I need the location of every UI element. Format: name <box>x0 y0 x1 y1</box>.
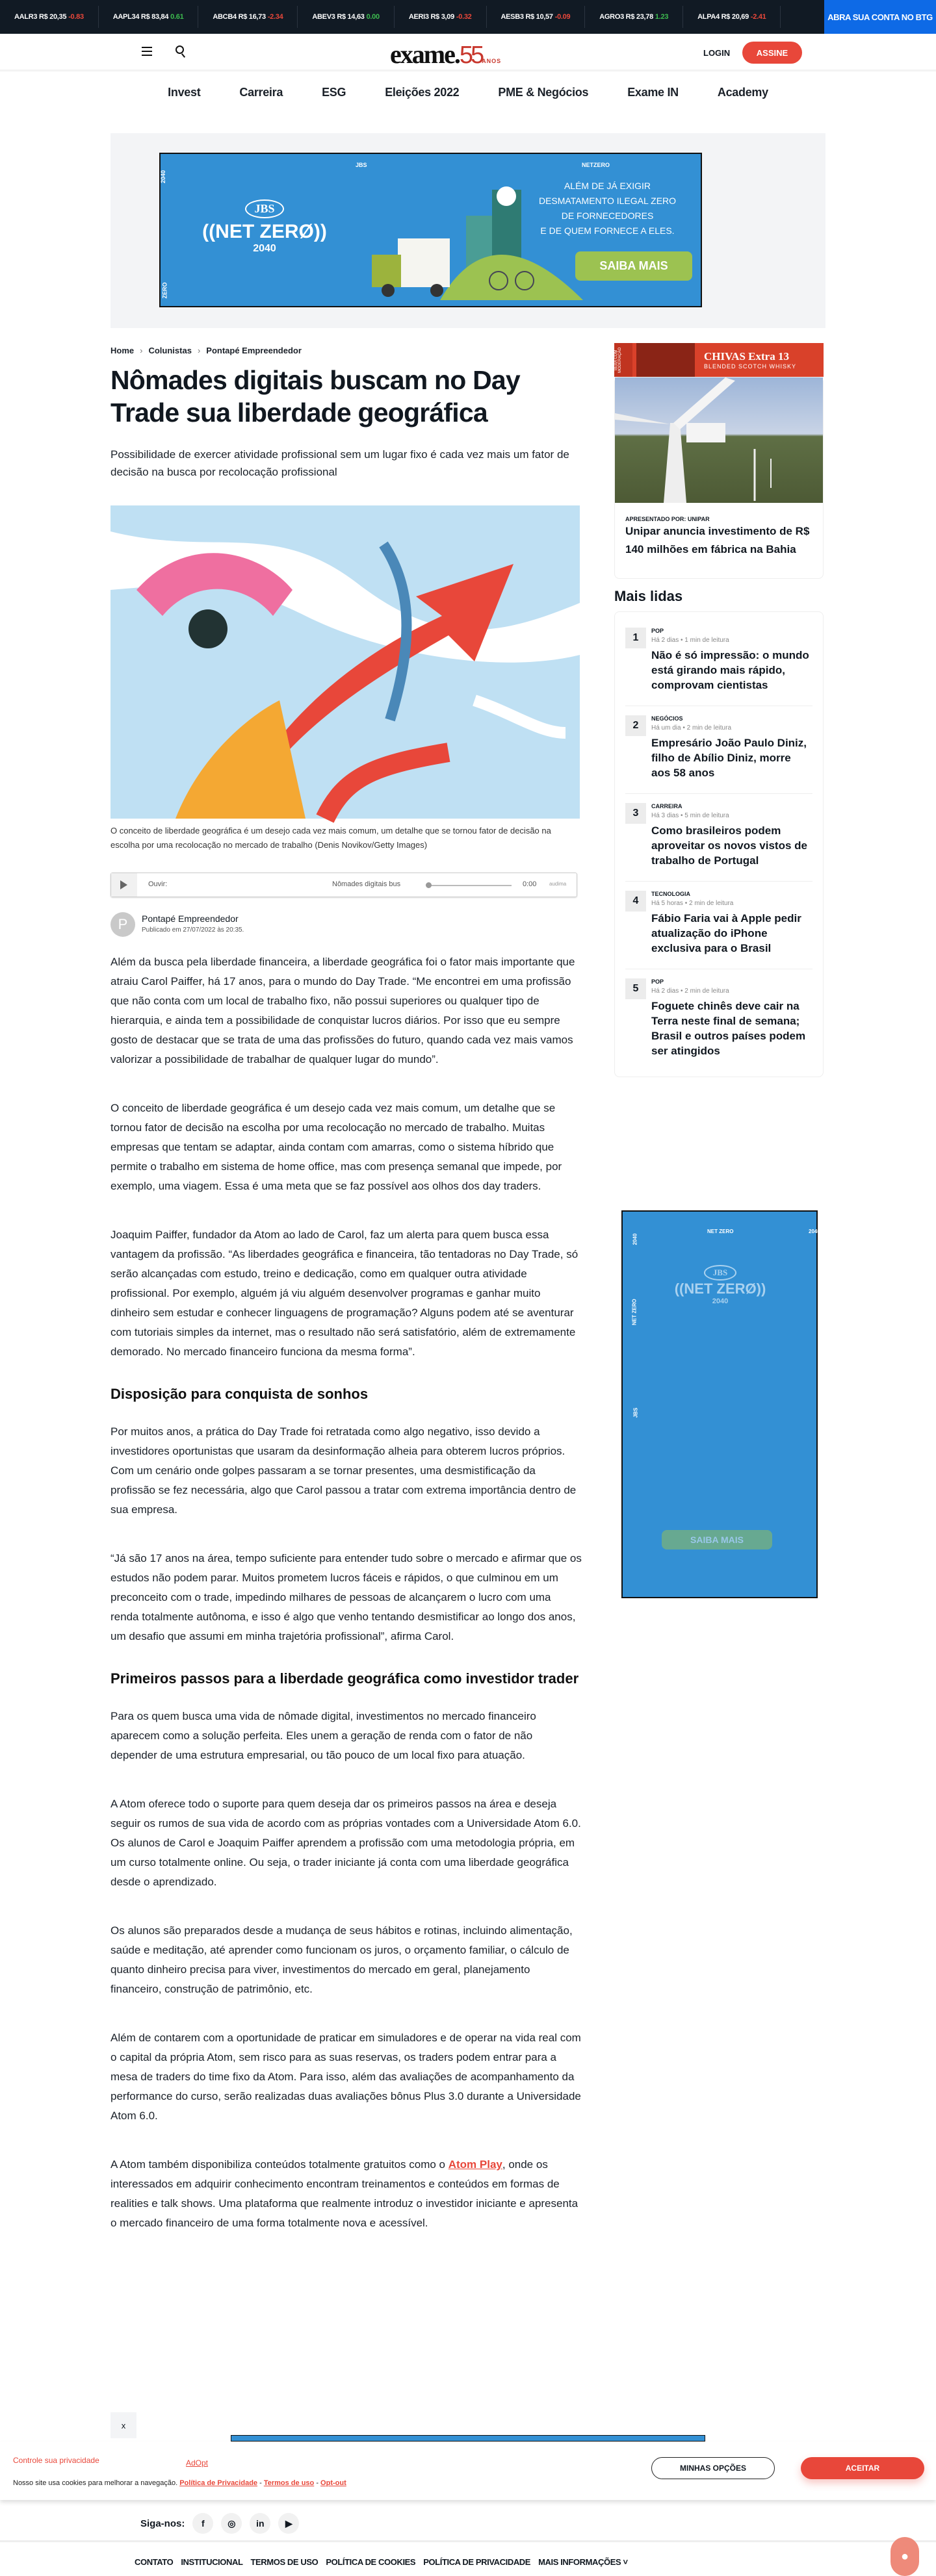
chivas-ad-brand: CHIVAS Extra 13 <box>704 350 789 363</box>
footer-link[interactable]: MAIS INFORMAÇÕES ˅ <box>538 2557 628 2567</box>
item-meta: Há 2 dias • 2 min de leitura <box>651 988 729 995</box>
ad-side-label: 2040 <box>160 170 167 184</box>
rank-number: 3 <box>625 803 646 824</box>
chivas-ad-tagline: BLENDED SCOTCH WHISKY <box>704 363 797 370</box>
sponsored-card[interactable] <box>614 377 824 579</box>
youtube-icon[interactable]: ▶ <box>278 2513 299 2534</box>
paragraph: Joaquim Paiffer, fundador da Atom ao lado de Carol, faz um alerta para quem busca essa vantagem da profissão. “As liberdades geográfica e financeira, tão tentadoras no Day Trade, só serão alcançadas com estudo, treino e dedicação, como em qualquer outra atividade profissional. Por exemplo, alguém já viu alguém desenvolver programas e ganhar muito dinheiro sem estudar e conhecer linguagens de programação? Alguns podem até se aventurar com tutoriais simples da internet, mas o resultado não será satisfatório, além de extremamente demorado. No mercado financeiro funciona da mesma forma”. <box>110 1229 578 1358</box>
progress-handle[interactable] <box>426 882 432 888</box>
ad-brand-label: JBS <box>356 162 367 168</box>
chevron-right-icon: › <box>140 346 143 355</box>
ad-message-line: ALÉM DE JÁ EXIGIR <box>564 181 651 191</box>
ticker-item[interactable] <box>585 6 683 28</box>
most-read-list <box>614 611 824 1077</box>
audio-player <box>110 873 577 897</box>
ticker-symbol: ABEV3 <box>312 13 335 21</box>
most-read-item[interactable] <box>625 882 812 969</box>
netzero-year: 2040 <box>712 1297 729 1305</box>
jbs-banner-ad[interactable] <box>159 153 702 307</box>
cookie-settings-icon[interactable]: ● <box>890 2537 919 2576</box>
ad-cta-button[interactable]: SAIBA MAIS <box>575 251 692 281</box>
ad-netzero-label: NETZERO <box>582 162 610 168</box>
ticker-symbol: AESB3 <box>500 13 524 21</box>
sponsored-label: APRESENTADO POR: UNIPAR <box>625 516 710 522</box>
rank-number: 2 <box>625 715 646 736</box>
ticker-item[interactable] <box>198 6 298 28</box>
side-ad-label: 2040 <box>632 1233 638 1245</box>
cookie-options-button[interactable]: MINHAS OPÇÕES <box>651 2457 775 2479</box>
item-meta: Há 3 dias • 5 min de leitura <box>651 812 729 819</box>
player-progress-bar[interactable] <box>427 885 512 886</box>
rank-number: 4 <box>625 891 646 912</box>
item-title[interactable]: Não é só impressão: o mundo está girando mais rápido, comprovam cientistas <box>651 649 809 691</box>
article-subtitle: Possibilidade de exercer atividade profissional sem um lugar fixo é cada vez mais um fator de decisão na busca por recolocação profissional <box>110 448 569 478</box>
ticker-symbol: ALPA4 <box>697 13 720 21</box>
subscribe-button[interactable]: ASSINE <box>742 42 802 64</box>
section-heading: Primeiros passos para a liberdade geográfica como investidor trader <box>110 1670 579 1687</box>
item-title[interactable]: Fábio Faria vai à Apple pedir atualização do iPhone exclusiva para o Brasil <box>651 912 801 954</box>
terms-link[interactable]: Termos de uso <box>263 2479 315 2487</box>
ticker-symbol: ABCB4 <box>213 13 237 21</box>
ticker-price: R$ 23,78 <box>625 13 653 21</box>
play-icon[interactable] <box>111 873 137 897</box>
ad-side-label: ZERO <box>161 282 168 299</box>
ticker-symbol: AAPL34 <box>112 13 140 21</box>
paragraph-text: , onde os interessados em adquirir conhecimento encontram treinamentos e conteúdos em formas de realities e talk shows. Uma plataforma que realmente introduz o investidor iniciante e apresenta o mercado financeiro de uma forma totalmente nova e acessível. <box>110 2158 578 2229</box>
cookie-message: Nosso site usa cookies para melhorar a navegação. <box>13 2479 178 2487</box>
chivas-ad-disclaimer: BEBA COM MODERAÇÃO <box>614 343 632 377</box>
ticker-item[interactable] <box>0 6 99 28</box>
paragraph: A Atom oferece todo o suporte para quem deseja dar os primeiros passos na área e deseja seguir os rumos de sua vida de acordo com as próprias vontades com a Universidade Atom 6.0. Os alunos de Carol e Joaquim Paiffer aprendem a profissão com uma metodologia própria, em um curso totalmente online. Ou seja, o trader iniciante já conta com uma liberdade geográfica desde o aprendizado. <box>110 1798 581 1888</box>
ticker-price: R$ 20,69 <box>721 13 749 21</box>
ad-message-line: DESMATAMENTO ILEGAL ZERO <box>538 196 677 206</box>
follow-label: Siga-nos: <box>140 2518 185 2529</box>
side-ad-label: 2040 <box>809 1229 820 1234</box>
most-read-item[interactable] <box>625 706 812 794</box>
jbs-logo: JBS <box>245 199 283 218</box>
item-category[interactable]: CARREIRA <box>651 803 682 810</box>
ticker-item[interactable] <box>298 6 394 28</box>
linkedin-icon[interactable]: in <box>250 2513 270 2534</box>
logo-text: exame. <box>390 40 460 69</box>
author-name[interactable]: Pontapé Empreendedor <box>142 913 239 924</box>
ticker-change: -2.34 <box>267 13 283 21</box>
item-category[interactable]: TECNOLOGIA <box>651 891 690 897</box>
netzero-title: ((NET ZERØ)) <box>674 1281 766 1297</box>
ad-message-line: E DE QUEM FORNECE A ELES. <box>540 225 675 236</box>
nav-item[interactable]: PME & Negócios <box>498 86 589 99</box>
wind-turbines-illustration <box>615 377 824 503</box>
optout-link[interactable]: Opt-out <box>320 2479 346 2487</box>
audima-brand: audima <box>549 881 567 887</box>
main-nav <box>0 86 936 99</box>
chivas-bottle-image <box>636 343 695 377</box>
cookie-banner <box>0 2442 936 2500</box>
adopt-link[interactable]: AdOpt <box>186 2458 209 2468</box>
rank-number: 5 <box>625 978 646 999</box>
avatar: P <box>110 912 135 937</box>
sponsored-title[interactable]: Unipar anuncia investimento de R$ 140 milhões em fábrica na Bahia <box>625 525 810 555</box>
btg-account-button[interactable]: ABRA SUA CONTA NO BTG <box>824 0 936 34</box>
breadcrumb-colunistas[interactable]: Colunistas <box>148 346 192 355</box>
paragraph: Por muitos anos, a prática do Day Trade foi retratada como algo negativo, isso devido a investidores oportunistas que usaram da desinformação alheia para obterem lucros próprios. Com um cenário onde golpes passaram a se tornar presentes, uma desmistificação da profissão se fez necessária, algo que Carol passou a tratar com extrema importância dentro de sua empresa. <box>110 1425 577 1516</box>
most-read-item[interactable] <box>625 618 812 706</box>
side-ad-label: JBS <box>632 1407 639 1418</box>
item-title[interactable]: Como brasileiros podem aproveitar os novos vistos de trabalho de Portugal <box>651 824 807 867</box>
sticky-ad[interactable] <box>231 2435 705 2442</box>
chivas-ad[interactable] <box>614 343 824 377</box>
paragraph: Além de contarem com a oportunidade de praticar em simuladores e de operar na vida real com o capital da própria Atom, sem risco para as suas reservas, os traders podem entrar para a mesa de traders do time fixo da Atom. Para isso, além das avaliações de acompanhamento da performance do curso, serão realizadas duas avaliações bônus Plus 3.0 durante a Universidade Atom 6.0. <box>110 2032 581 2122</box>
nav-item[interactable]: Carreira <box>239 86 283 99</box>
ticker-change: -0.09 <box>554 13 571 21</box>
cookie-accept-button[interactable]: ACEITAR <box>801 2457 924 2479</box>
footer-link[interactable]: INSTITUCIONAL <box>181 2557 243 2567</box>
nomad-arrows-illustration <box>110 505 580 819</box>
ticker-price: R$ 14,63 <box>337 13 365 21</box>
footer-link[interactable]: POLÍTICA DE PRIVACIDADE <box>423 2557 531 2567</box>
nav-item[interactable]: Eleições 2022 <box>385 86 460 99</box>
section-heading: Disposição para conquista de sonhos <box>110 1386 369 1402</box>
netzero-logo <box>200 199 330 255</box>
breadcrumb <box>110 346 302 355</box>
top-ad-slot <box>110 133 826 328</box>
ticker-symbol: AERI3 <box>408 13 429 21</box>
ticker-price: R$ 3,09 <box>430 13 454 21</box>
item-category[interactable]: POP <box>651 978 664 985</box>
social-follow <box>140 2513 299 2534</box>
cookie-title: Controle sua privacidade <box>13 2456 99 2465</box>
ticker-symbol: AGRO3 <box>599 13 624 21</box>
privacy-policy-link[interactable]: Política de Privacidade <box>179 2479 258 2487</box>
exame-logo[interactable] <box>390 39 501 70</box>
site-header <box>0 34 936 71</box>
ticker-change: -2.41 <box>750 13 766 21</box>
item-title[interactable]: Empresário João Paulo Diniz, filho de Abílio Diniz, morre aos 58 anos <box>651 737 807 779</box>
rank-number: 1 <box>625 628 646 648</box>
ticker-change: 0.61 <box>170 13 184 21</box>
paragraph: “Já são 17 anos na área, tempo suficiente para entender tudo sobre o mercado e afirmar que os estudos não podem parar. Muitos prometem lucros fáceis e rápidos, o que culminou em um preconceito com o trade, impedindo milhares de pessoas de alcançarem o lucro com uma renda totalmente autônoma, e isso é algo que venho tentando desmistificar ao longo dos anos, um desafio que assumi em minha trajetória profissional”, afirma Carol. <box>110 1552 582 1642</box>
footer-link[interactable]: TERMOS DE USO <box>250 2557 318 2567</box>
stock-ticker <box>0 0 936 34</box>
login-link[interactable]: LOGIN <box>703 48 731 58</box>
ticker-item[interactable] <box>395 6 487 28</box>
item-meta: Há um dia • 2 min de leitura <box>651 724 732 732</box>
wind-turbine-image <box>615 377 823 503</box>
article-hero-image <box>110 505 580 819</box>
ticker-price: R$ 16,73 <box>238 13 266 21</box>
ticker-item[interactable] <box>487 6 586 28</box>
most-read-item[interactable] <box>625 794 812 882</box>
netzero-year: 2040 <box>253 243 276 254</box>
chevron-right-icon: › <box>197 346 201 355</box>
footer-link[interactable]: CONTATO <box>135 2557 174 2567</box>
item-title[interactable]: Foguete chinês deve cair na Terra neste final de semana; Brasil e outros países podem ser atingidos <box>651 1000 806 1057</box>
hamburger-menu-icon[interactable] <box>142 47 152 56</box>
most-read-item[interactable] <box>625 969 812 1071</box>
search-icon[interactable] <box>176 45 184 54</box>
paragraph: Além da busca pela liberdade financeira, a liberdade geográfica foi o fator mais importante que atraiu Carol Paiffer, há 17 anos, para o mundo do Day Trade. “Me encontrei em uma profissão que não conta com um local de trabalho fixo, não possui superiores ou qualquer tipo de hierarquia, e ainda tem a possibilidade de conquistar lucros diários. Por isso que eu sempre gosto de destacar que se trata de uma das profissões do futuro, quando cada vez mais vamos valorizar a possibilidade de trabalhar de qualquer lugar do mundo”. <box>110 956 575 1065</box>
jbs-side-ad[interactable] <box>621 1210 818 1598</box>
logo-anos: ANOS <box>482 58 502 64</box>
side-ad-cta[interactable]: SAIBA MAIS <box>662 1530 772 1549</box>
instagram-icon[interactable]: ◎ <box>221 2513 242 2534</box>
breadcrumb-home[interactable]: Home <box>110 346 135 355</box>
ticker-change: 1.23 <box>655 13 669 21</box>
nav-item[interactable]: Academy <box>717 86 768 99</box>
ticker-change: -0.32 <box>456 13 472 21</box>
item-meta: Há 5 horas • 2 min de leitura <box>651 900 734 907</box>
facebook-icon[interactable]: f <box>192 2513 213 2534</box>
ticker-change: -0.83 <box>68 13 84 21</box>
ticker-price: R$ 83,84 <box>140 13 169 21</box>
logo-55: 55 <box>459 42 482 69</box>
footer-links <box>135 2557 628 2567</box>
ticker-item[interactable] <box>683 6 781 28</box>
most-read-heading: Mais lidas <box>614 588 683 604</box>
nav-item[interactable]: Exame IN <box>627 86 679 99</box>
nav-item[interactable]: ESG <box>322 86 346 99</box>
side-ad-label: NET ZERO <box>631 1299 638 1325</box>
sidebar <box>614 343 824 1077</box>
paragraph: O conceito de liberdade geográfica é um desejo cada vez mais comum, um detalhe que se tornou fator de decisão na escolha por uma recolocação no mercado de trabalho. Muitas empresas que tentam se adaptar, ainda contam com amarras, como o sistema híbrido que permite o trabalho em sistema de home office, mas com presença semanal que impede, por exemplo, uma viagem. Essa é uma meta que se faz possível aos olhos dos day traders. <box>110 1102 562 1192</box>
player-time: 0:00 <box>523 880 537 888</box>
close-ad-button[interactable]: x <box>110 2412 136 2438</box>
ad-message <box>525 179 690 238</box>
paragraph: Para os quem busca uma vida de nômade digital, investimentos no mercado financeiro aparecem como a solução perfeita. Eles unem a geração de renda com o fator de não depender de uma estrutura empresarial, ou tão pouco de um local fixo para atuação. <box>110 1710 536 1761</box>
ticker-price: R$ 10,57 <box>525 13 553 21</box>
side-ad-label: NET ZERO <box>707 1229 734 1234</box>
netzero-title: ((NET ZERØ)) <box>202 221 327 242</box>
article-title: Nômades digitais buscam no Day Trade sua liberdade geográfica <box>110 365 520 427</box>
paragraph <box>110 2155 582 2233</box>
paragraph: Os alunos são preparados desde a mudança de seus hábitos e rotinas, incluindo alimentação, saúde e meditação, até aprender como funcionam os juros, o orçamento familiar, o cálculo de quanto dinheiro precisa para viver, investimentos do mercado em geral, planejamento financeiro, construção de patrimônio, etc. <box>110 1924 573 1995</box>
ad-message-line: DE FORNECEDORES <box>561 210 654 221</box>
nav-item[interactable]: Invest <box>168 86 201 99</box>
footer-link[interactable]: POLÍTICA DE COOKIES <box>326 2557 416 2567</box>
image-caption: O conceito de liberdade geográfica é um desejo cada vez mais comum, um detalhe que se tornou fator de decisão na escolha por uma recolocação no mercado de trabalho (Denis Novikov/Getty Images) <box>110 826 551 850</box>
item-category[interactable]: POP <box>651 628 664 634</box>
atom-play-link[interactable]: Atom Play <box>448 2158 502 2171</box>
item-meta: Há 2 dias • 1 min de leitura <box>651 637 729 644</box>
ticker-symbol: AALR3 <box>14 13 38 21</box>
item-category[interactable]: NEGÓCIOS <box>651 715 683 722</box>
ticker-price: R$ 20,35 <box>38 13 67 21</box>
paragraph-text: A Atom também disponibiliza conteúdos totalmente gratuitos como o <box>110 2158 448 2171</box>
breadcrumb-column[interactable]: Pontapé Empreendedor <box>206 346 302 355</box>
publish-date: Publicado em 27/07/2022 às 20:35. <box>142 926 244 934</box>
side-netzero-logo <box>668 1265 772 1305</box>
ticker-item[interactable] <box>99 6 199 28</box>
jbs-logo: JBS <box>704 1265 736 1281</box>
cookie-text: Nosso site usa cookies para melhorar a navegação. Política de Privacidade - Termos de uso - Opt-out <box>13 2479 346 2487</box>
player-track: Nômades digitais bus <box>332 880 401 888</box>
article-body <box>110 952 582 2262</box>
player-label: Ouvir: <box>148 880 168 888</box>
footer-divider <box>0 2540 936 2542</box>
ticker-change: 0.00 <box>366 13 380 21</box>
